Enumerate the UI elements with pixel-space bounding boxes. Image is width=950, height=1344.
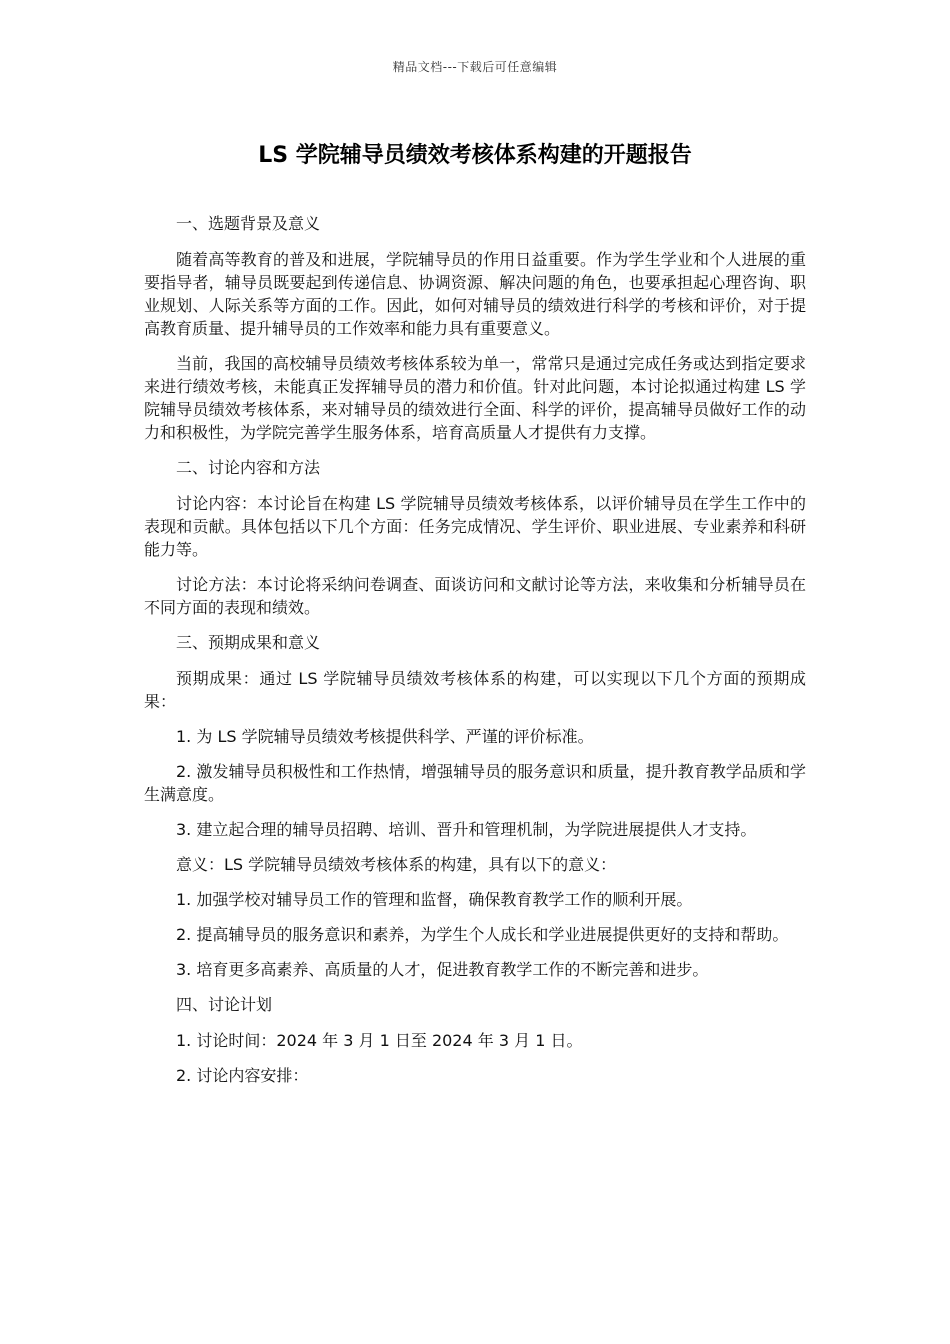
- list-item-plan-1: 1. 讨论时间：2024 年 3 月 1 日至 2024 年 3 月 1 日。: [176, 1031, 583, 1050]
- list-item-result-2: 2. 激发辅导员积极性和工作热情，增强辅导员的服务意识和质量，提升教育教学品质和学生满意度。: [144, 762, 806, 804]
- list-item-significance-3: 3. 培育更多高素养、高质量的人才，促进教育教学工作的不断完善和进步。: [176, 960, 709, 979]
- document-title: LS 学院辅导员绩效考核体系构建的开题报告: [258, 143, 692, 168]
- document-body: [144, 212, 806, 1099]
- paragraph-significance: 意义：LS 学院辅导员绩效考核体系的构建，具有以下的意义：: [176, 855, 617, 874]
- section-heading-background: 一、选题背景及意义: [176, 214, 321, 233]
- list-item-result-1: 1. 为 LS 学院辅导员绩效考核提供科学、严谨的评价标准。: [176, 727, 594, 746]
- paragraph-research-method: 讨论方法：本讨论将采纳问卷调查、面谈访问和文献讨论等方法，来收集和分析辅导员在不同方面的表现和绩效。: [144, 575, 806, 617]
- section-heading-content-method: 二、讨论内容和方法: [176, 458, 321, 477]
- header-note: 精品文档---下载后可任意编辑: [392, 60, 558, 74]
- paragraph-background-1: 随着高等教育的普及和进展，学院辅导员的作用日益重要。作为学生学业和个人进展的重要指导者，辅导员既要起到传递信息、协调资源、解决问题的角色，也要承担起心理咨询、职业规划、人际关系等方面的工作。因此，如何对辅导员的绩效进行科学的考核和评价，对于提高教育质量、提升辅导员的工作效率和能力具有重要意义。: [144, 250, 806, 338]
- paragraph-research-content: 讨论内容：本讨论旨在构建 LS 学院辅导员绩效考核体系，以评价辅导员在学生工作中的表现和贡献。具体包括以下几个方面：任务完成情况、学生评价、职业进展、专业素养和科研能力等。: [144, 494, 806, 559]
- list-item-result-3: 3. 建立起合理的辅导员招聘、培训、晋升和管理机制，为学院进展提供人才支持。: [176, 820, 757, 839]
- list-item-significance-1: 1. 加强学校对辅导员工作的管理和监督，确保教育教学工作的顺利开展。: [176, 890, 693, 909]
- list-item-significance-2: 2. 提高辅导员的服务意识和素养，为学生个人成长和学业进展提供更好的支持和帮助。: [176, 925, 789, 944]
- paragraph-expected-results: 预期成果：通过 LS 学院辅导员绩效考核体系的构建，可以实现以下几个方面的预期成果：: [144, 669, 806, 711]
- list-item-plan-2: 2. 讨论内容安排：: [176, 1066, 309, 1085]
- section-heading-plan: 四、讨论计划: [176, 995, 273, 1014]
- paragraph-background-2: 当前，我国的高校辅导员绩效考核体系较为单一，常常只是通过完成任务或达到指定要求来进行绩效考核，未能真正发挥辅导员的潜力和价值。针对此问题，本讨论拟通过构建 LS 学院辅导员绩效考核体系，来对辅导员的绩效进行全面、科学的评价，提高辅导员做好工作的动力和积极性，为学院完善学生服务体系，培育高质量人才提供有力支撑。: [144, 354, 806, 442]
- section-heading-expected-results: 三、预期成果和意义: [176, 633, 321, 652]
